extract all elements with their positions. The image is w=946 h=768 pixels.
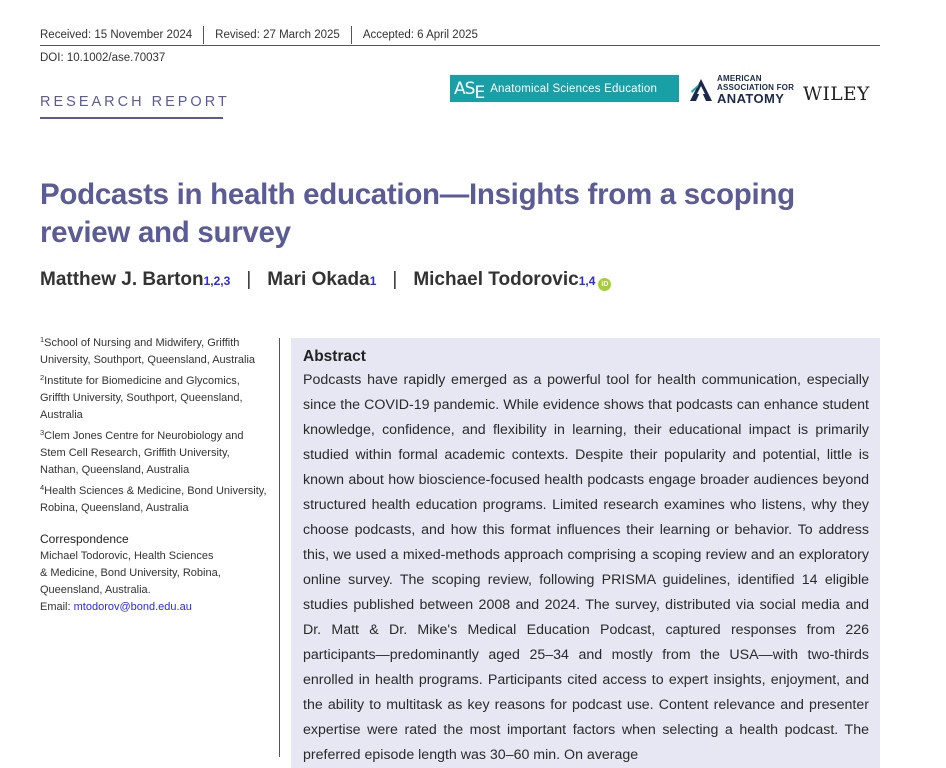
date-divider [351,26,352,44]
author-separator: | [392,269,398,290]
author-name[interactable]: Matthew J. Barton [40,269,204,290]
author-name[interactable]: Mari Okada [267,269,370,290]
affiliation: $^3$Clem Jones Centre for Neurobiology and Stem Cell Research, Griffith University, Nathan, Queensland, Australia [40,428,244,476]
abstract-box [291,338,880,768]
aaa-mark-icon [689,78,713,102]
author-separator: | [246,269,252,290]
received-date: Received: 15 November 2024 [40,29,193,41]
aaa-logo[interactable] [689,74,794,105]
correspondence-heading: Correspondence [40,532,129,546]
revised-date: Revised: 27 March 2025 [215,29,340,41]
correspondence-address: Michael Todorovic, Health Sciences & Medicine, Bond University, Robina, Queensland, Australia. Email: mtodorov@bond.edu.au [40,550,221,613]
journal-logo[interactable] [450,75,679,102]
orcid-icon[interactable]: iD [598,278,611,291]
section-label: RESEARCH REPORT [40,94,230,110]
email-link[interactable]: mtodorov@bond.edu.au [73,601,192,613]
abstract-text: Podcasts have rapidly emerged as a powerful tool for health communication, especially since the COVID-19 pandemic. While evidence shows that podcasts can enhance student knowledge, confidence, and flexibility in learning, their educational impact is primarily studied within formal academic contexts. Despite their popularity and potential, little is known about how bioscience-focused health podcasts engage broader audiences beyond structured health education programs. Limited research examines who listens, why they choose podcasts, and how this format influences their learning or behavior. To address this, we used a mixed-methods approach comprising a scoping review and an exploratory online survey. The scoping review, following PRISMA guidelines, identified 14 eligible studies published between 2008 and 2024. The survey, distributed via social media and Dr. Matt & Dr. Mike's Medical Education Podcast, captured responses from 226 participants—predominantly aged 25–34 and mostly from the USA—with two-thirds enrolled in health programs. Participants cited access to expert insights, enjoyment, and the ability to multitask as key reasons for podcast use. Content relevance and presenter expertise were rated the most important factors when selecting a health podcast. The preferred episode length was 30–60 min. On average [303,372,869,763]
author-name[interactable]: Michael Todorovic [413,269,579,290]
author-list: Matthew J. Barton 1,2,3 | Mari Okada 1 | Michael Todorovic 1,4 iD [40,269,611,291]
column-divider [279,338,280,757]
journal-abbr: ASE [454,78,485,103]
doi[interactable]: DOI: 10.1002/ase.70037 [40,52,166,64]
publisher-logo[interactable]: WILEY [803,84,870,105]
abstract-heading: Abstract [303,348,366,365]
article-title: Podcasts in health education—Insights from a scoping review and survey [40,177,795,249]
aaa-text: AMERICAN ASSOCIATION FOR ANATOMY [717,74,795,106]
affiliation: $^1$School of Nursing and Midwifery, Griffith University, Southport, Queensland, Australia [40,335,256,366]
publication-dates [40,26,880,44]
affiliation: $^2$Institute for Biomedicine and Glycomics, Griffth University, Southport, Queensland, Australia [40,373,243,421]
section-underline [40,117,223,119]
header-rule [40,45,880,46]
accepted-date: Accepted: 6 April 2025 [362,29,478,41]
affiliation: $^4$Health Sciences & Medicine, Bond University, Robina, Queensland, Australia [40,483,267,514]
affiliations-column [40,335,270,616]
journal-name: Anatomical Sciences Education [490,82,658,95]
date-divider [203,26,204,44]
